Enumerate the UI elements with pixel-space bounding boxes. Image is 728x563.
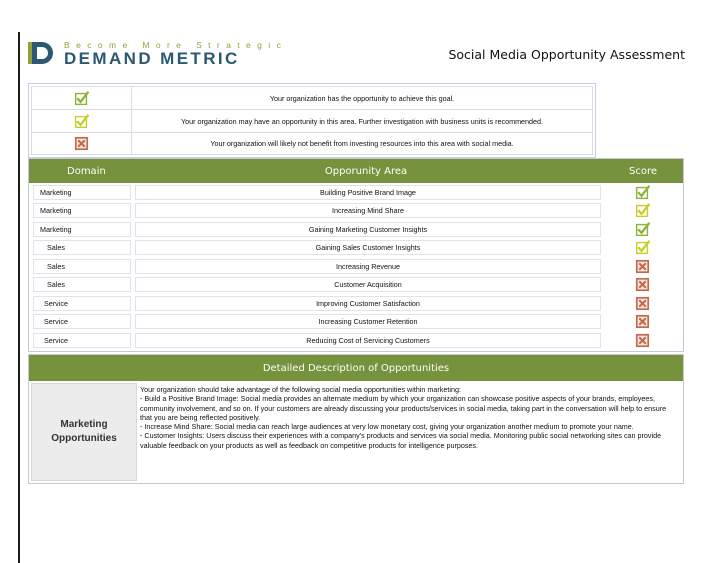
row-area: Increasing Revenue: [135, 259, 601, 274]
details-section: [28, 354, 684, 484]
row-area: Reducing Cost of Servicing Customers: [135, 333, 601, 348]
legend-text: Your organization may have an opportunity in this area. Further investigation with business units is recommended.: [180, 116, 544, 126]
cross-red-icon: [635, 277, 650, 292]
details-title: Detailed Description of Opportunities: [29, 355, 683, 381]
table-row: [29, 202, 683, 221]
table-row: [29, 257, 683, 276]
row-area: Improving Customer Satisfaction: [135, 296, 601, 311]
cross-red-icon: [635, 296, 650, 311]
row-area: Gaining Marketing Customer Insights: [135, 222, 601, 237]
check-green-icon: [74, 91, 89, 106]
header-area: Opporunity Area: [324, 165, 408, 177]
cross-red-icon: [635, 259, 650, 274]
header-score: Score: [628, 165, 657, 177]
details-paragraph: - Build a Positive Brand Image: Social media provides an alternate medium by which your organization can showcase positive aspects of your brands, employees, community involvement, and so on. If your customers are already discussing your products/services in social media, taking part in the conversation will help to ensure that you are being reflected positively.: [140, 394, 667, 422]
check-green-icon: [635, 222, 650, 237]
row-area: Customer Acquisition: [135, 277, 601, 292]
row-domain: Service: [33, 296, 131, 311]
row-domain: Marketing: [33, 185, 131, 200]
logo-tagline: Become More Strategic: [64, 40, 288, 50]
cross-red-icon: [635, 333, 650, 348]
details-paragraph: - Increase Mind Share: Social media can reach large audiences at very low monetary cost, giving your organization another medium to promote your name.: [140, 422, 634, 432]
table-header: [29, 159, 683, 183]
check-yellow-icon: [74, 114, 89, 129]
logo-brand-name: DEMAND METRIC: [64, 49, 240, 68]
row-domain: Service: [33, 314, 131, 329]
table-row: [29, 183, 683, 202]
row-area: Building Positive Brand Image: [135, 185, 601, 200]
row-domain: Sales: [33, 277, 131, 292]
row-domain: Sales: [33, 240, 131, 255]
table-body: [29, 183, 683, 350]
row-area: Increasing Mind Share: [135, 203, 601, 218]
table-row: [29, 239, 683, 258]
legend-row-red: [31, 132, 593, 155]
details-label-line1: Marketing: [60, 419, 108, 430]
table-row: [29, 294, 683, 313]
logo-mark-icon: [28, 38, 58, 68]
legend-row-green: [31, 86, 593, 109]
page-title: Social Media Opportunity Assessment: [448, 47, 685, 62]
details-paragraph: - Customer Insights: Users discuss their experiences with a company's products and services via social media. Monitoring public social networking sites can provide valuable feedback on your products as well as feedback on competitive products for intelligence purposes.: [140, 431, 662, 450]
legend-text: Your organization has the opportunity to achieve this goal.: [269, 93, 455, 103]
details-label: [31, 383, 137, 481]
row-area: Increasing Customer Retention: [135, 314, 601, 329]
cross-red-icon: [74, 136, 89, 151]
check-yellow-icon: [635, 240, 650, 255]
score-legend: [28, 83, 596, 158]
table-row: [29, 313, 683, 332]
row-domain: Service: [33, 333, 131, 348]
row-area: Gaining Sales Customer Insights: [135, 240, 601, 255]
details-label-line2: Opportunities: [51, 433, 117, 444]
left-margin-rule: [18, 32, 20, 563]
cross-red-icon: [635, 314, 650, 329]
table-row: [29, 276, 683, 295]
check-yellow-icon: [635, 203, 650, 218]
row-domain: Marketing: [33, 203, 131, 218]
row-domain: Marketing: [33, 222, 131, 237]
legend-row-yellow: [31, 109, 593, 132]
legend-text: Your organization will likely not benefit from investing resources into this area with social media.: [210, 139, 514, 148]
check-green-icon: [635, 185, 650, 200]
opportunity-table: [28, 158, 684, 352]
details-paragraph: Your organization should take advantage of the following social media opportunities within marketing:: [140, 385, 461, 394]
header-domain: Domain: [67, 165, 106, 177]
table-row: [29, 220, 683, 239]
row-domain: Sales: [33, 259, 131, 274]
table-row: [29, 331, 683, 350]
details-description: [137, 383, 681, 481]
demand-metric-logo: [28, 38, 288, 68]
